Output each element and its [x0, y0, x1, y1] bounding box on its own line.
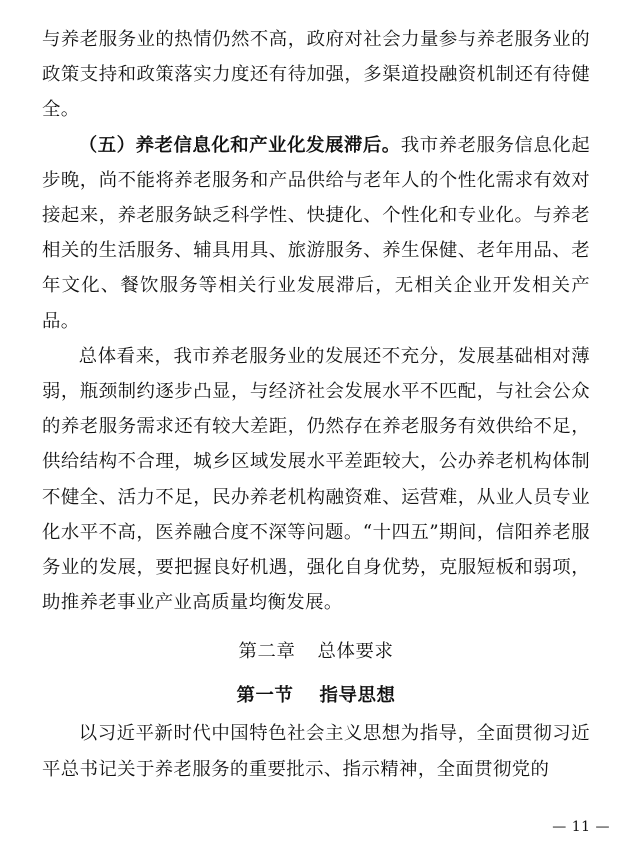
paragraph-guiding-thought: [42, 716, 590, 786]
paragraph-item-five: [42, 128, 590, 339]
page-number: — 11 —: [552, 819, 610, 835]
paragraph-lead: （五）养老信息化和产业化发展滞后。: [78, 134, 401, 156]
section-title: 指导思想: [319, 685, 396, 707]
chapter-heading: [42, 632, 590, 672]
paragraph-continued: [42, 22, 590, 128]
paragraph-text: 与养老服务业的热情仍然不高，政府对社会力量参与养老服务业的政策支持和政策落实力度还有待加强，多渠道投融资机制还有待健全。: [42, 29, 590, 121]
chapter-number: 第二章: [238, 641, 296, 663]
paragraph-text: 我市养老服务信息化起步晚，尚不能将养老服务和产品供给与老年人的个性化需求有效对接起来，养老服务缺乏科学性、快捷化、个性化和专业化。与养老相关的生活服务、辅具用具、旅游服务、养生保健、老年用品、老年文化、餐饮服务等相关行业发展滞后，无相关企业开发相关产品。: [42, 134, 590, 332]
chapter-title: 总体要求: [317, 641, 394, 663]
document-body: [42, 22, 590, 787]
paragraph-text: 以习近平新时代中国特色社会主义思想为指导，全面贯彻习近平总书记关于养老服务的重要批示、指示精神，全面贯彻党的: [42, 723, 590, 780]
section-heading: [42, 676, 590, 716]
paragraph-summary: [42, 339, 590, 621]
paragraph-text: 总体看来，我市养老服务业的发展还不充分，发展基础相对薄弱，瓶颈制约逐步凸显，与经济社会发展水平不匹配，与社会公众的养老服务需求还有较大差距，仍然存在养老服务有效供给不足，供给结构不合理，城乡区域发展水平差距较大，公办养老机构体制不健全、活力不足，民办养老机构融资难、运营难，从业人员专业化水平不高，医养融合度不深等问题。“十四五”期间，信阳养老服务业的发展，要把握良好机遇，强化自身优势，克服短板和弱项，助推养老事业产业高质量均衡发展。: [42, 345, 590, 614]
section-number: 第一节: [236, 685, 294, 707]
